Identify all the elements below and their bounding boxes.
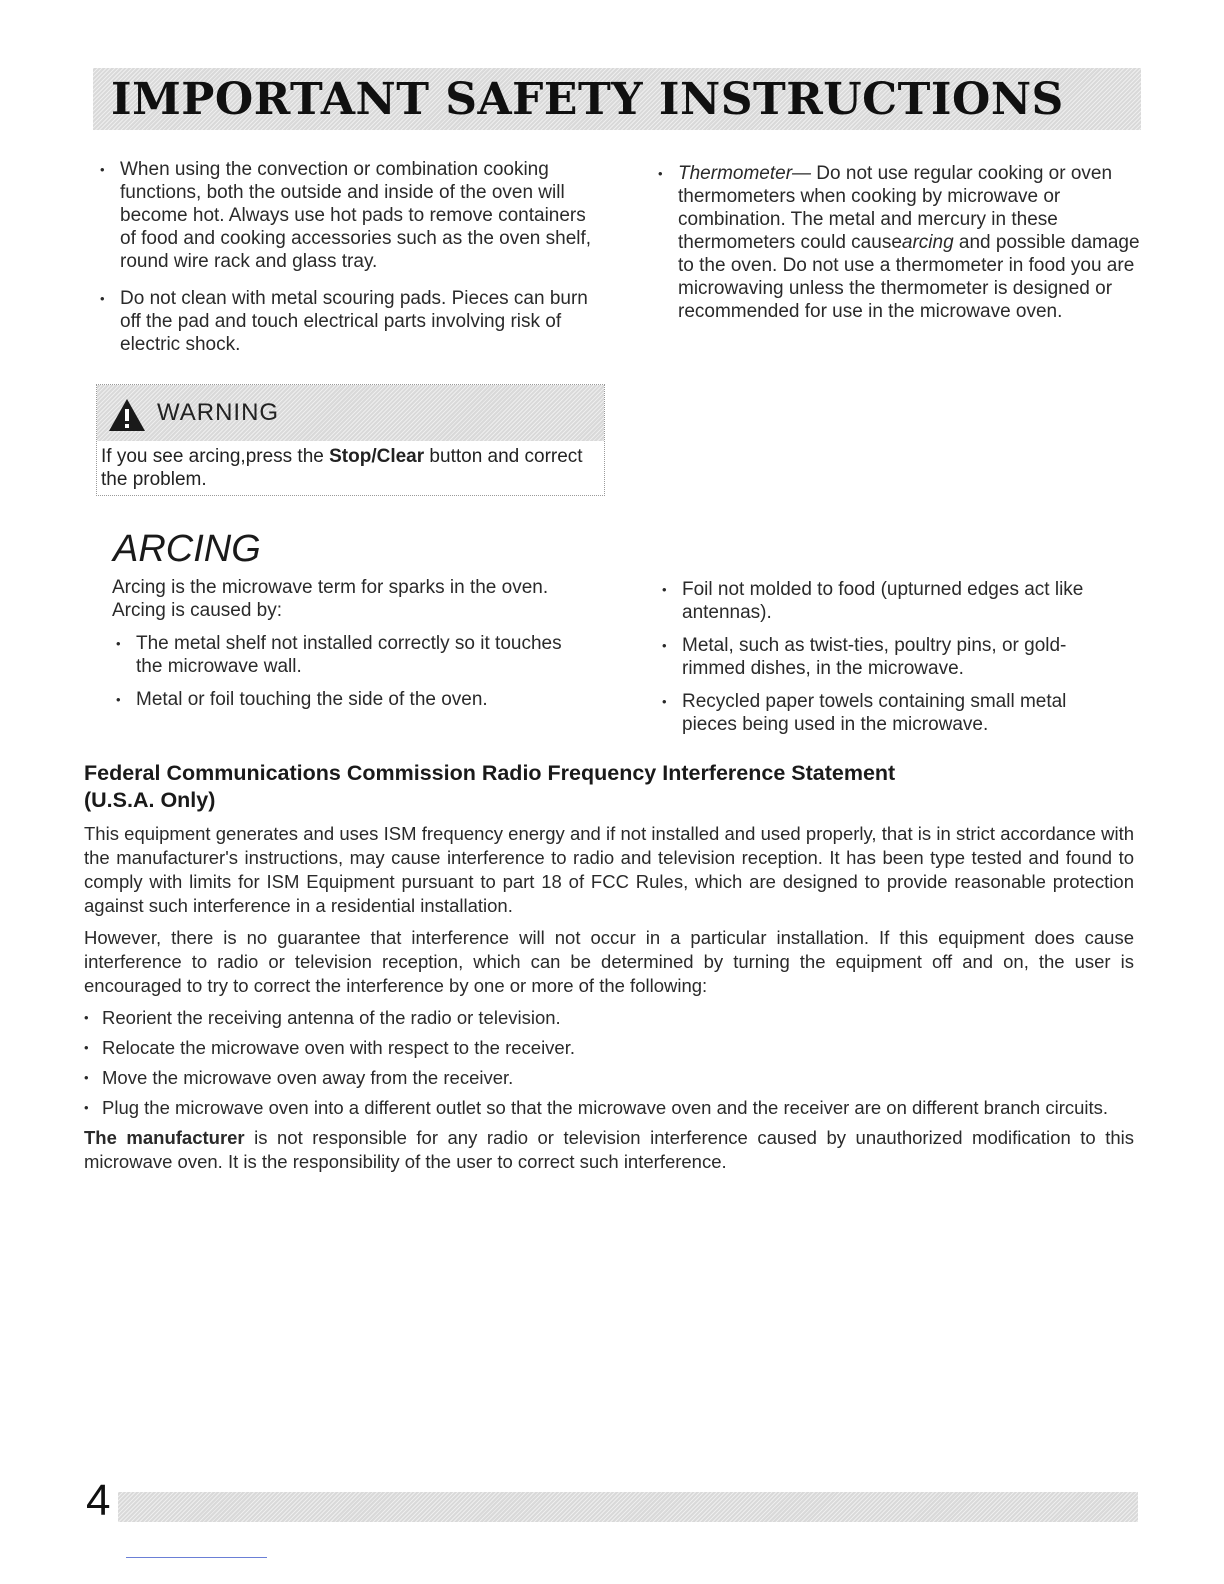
list-item: • When using the convection or combination cooking functions, both the outside and inside of the oven will become hot. Always use hot pads to remove containers of food and cooking accessories such as the oven shelf, round wire rack and glass tray. xyxy=(100,159,592,272)
warning-box xyxy=(96,384,605,496)
thermometer-term: Thermometer— xyxy=(678,163,812,184)
fcc-closing: The manufacturer is not responsible for any radio or television interference caused by unauthorized modification to this microwave oven. It is the responsibility of the user to correct such interference. xyxy=(84,1127,1134,1172)
left-safety-list xyxy=(96,158,596,370)
fcc-heading: Federal Communications Commission Radio Frequency Interference Statement (U.S.A. Only) xyxy=(84,761,896,812)
warning-title: WARNING xyxy=(157,399,280,426)
fcc-paragraph: This equipment generates and uses ISM frequency energy and if not installed and used properly, that is in strict accordance with the manufacturer's instructions, may cause interference to radio and television reception. It has been type tested and found to comply with limits for ISM Equipment pursuant to part 18 of FCC Rules, which are designed to provide reasonable protection against such interference in a residential installation. xyxy=(84,823,1134,916)
list-item: • Do not clean with metal scouring pads. Pieces can burn off the pad and touch electrical parts involving risk of electric shock. xyxy=(100,288,588,355)
footer-rule xyxy=(126,1557,267,1558)
bullet-icon: • xyxy=(84,1100,89,1115)
arcing-left-column xyxy=(112,576,572,725)
list-item: • The metal shelf not installed correctly so it touches the microwave wall. xyxy=(116,633,562,677)
stop-clear-label: Stop/Clear xyxy=(329,446,425,467)
list-item: • Thermometer— Do not use regular cooking or oven thermometers when cooking by microwave or combination. The metal and mercury in these thermometers could causearcing and possible damage to the oven. Do not use a thermometer in food you are microwaving unless the thermometer is designed or recommended for use in the microwave oven. xyxy=(658,163,1140,322)
bullet-icon: • xyxy=(84,1070,89,1085)
bullet-icon: • xyxy=(662,638,667,653)
list-item: • Plug the microwave oven into a different outlet so that the microwave oven and the receiver are on different branch circuits. xyxy=(84,1097,1109,1118)
bullet-icon: • xyxy=(116,636,121,651)
arcing-right-column xyxy=(658,578,1088,750)
warning-text: If you see arcing,press the Stop/Clear button and correct the problem. xyxy=(101,446,583,490)
arcing-intro: Arcing is the microwave term for sparks in the oven. Arcing is caused by: xyxy=(112,577,549,621)
list-item: • Recycled paper towels containing small metal pieces being used in the microwave. xyxy=(662,691,1067,735)
bullet-icon: • xyxy=(662,694,667,709)
bullet-icon: • xyxy=(662,582,667,597)
bullet-icon: • xyxy=(84,1040,89,1055)
bullet-icon: • xyxy=(84,1010,89,1025)
list-item: • Foil not molded to food (upturned edges act like antennas). xyxy=(662,579,1084,623)
page-number: 4 xyxy=(86,1476,111,1525)
fcc-body xyxy=(84,822,1134,1182)
fcc-paragraph: However, there is no guarantee that interference will not occur in a particular installation. If this equipment does cause interference to radio or television reception, which can be determined by turning the equipment off and on, the user is encouraged to try to correct the interference by one or more of the following: xyxy=(84,927,1134,996)
warning-header xyxy=(97,385,604,441)
bullet-icon: • xyxy=(100,291,105,306)
footer-bar xyxy=(118,1492,1138,1522)
page-title: IMPORTANT SAFETY INSTRUCTIONS xyxy=(111,74,1064,125)
list-item: • Metal or foil touching the side of the oven. xyxy=(116,689,488,710)
arcing-heading: ARCING xyxy=(113,528,261,570)
list-item: • Reorient the receiving antenna of the radio or television. xyxy=(84,1007,561,1028)
bullet-icon: • xyxy=(100,162,105,177)
list-item: • Move the microwave oven away from the receiver. xyxy=(84,1067,514,1088)
bullet-icon: • xyxy=(116,692,121,707)
list-item: • Relocate the microwave oven with respect to the receiver. xyxy=(84,1037,576,1058)
right-safety-list xyxy=(654,162,1140,337)
warning-triangle-icon xyxy=(107,397,147,433)
header-banner xyxy=(93,68,1141,130)
list-item: • Metal, such as twist-ties, poultry pins, or gold-rimmed dishes, in the microwave. xyxy=(662,635,1067,679)
bullet-icon: • xyxy=(658,166,663,181)
